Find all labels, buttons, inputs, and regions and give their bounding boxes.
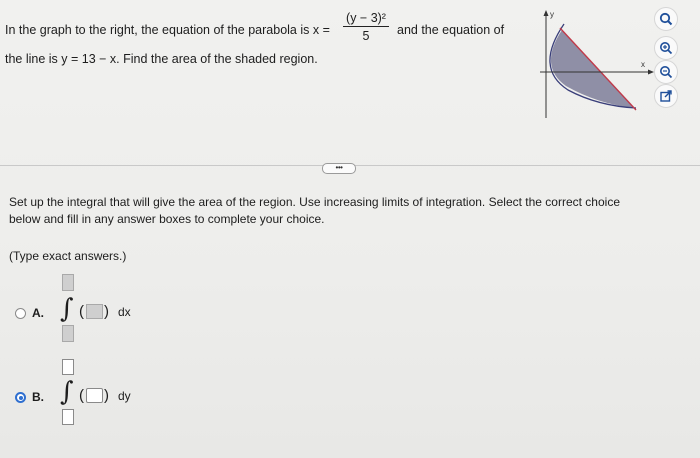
instruction-line2: below and fill in any answer boxes to complete your choice.	[9, 212, 325, 226]
y-axis-label: y	[550, 10, 554, 19]
shaded-region	[551, 30, 634, 108]
option-a-differential: dx	[118, 305, 131, 319]
integral-sign-icon: ∫	[60, 294, 74, 324]
option-a-label[interactable]: A.	[32, 306, 44, 320]
close-paren: )	[104, 387, 109, 404]
option-a-upper-limit[interactable]	[62, 274, 74, 291]
option-b-integrand[interactable]	[86, 388, 103, 403]
option-a-lower-limit[interactable]	[62, 325, 74, 342]
question-text-line1-end: and the equation of	[397, 23, 505, 37]
zoom-out-button[interactable]	[654, 60, 678, 84]
zoom-in-button[interactable]	[654, 36, 678, 60]
zoom-out-icon	[659, 65, 673, 79]
close-paren: )	[104, 303, 109, 320]
integral-sign-icon: ∫	[60, 377, 74, 407]
option-b-radio[interactable]	[15, 392, 26, 403]
zoom-in-icon	[659, 41, 673, 55]
x-axis-label: x	[641, 60, 645, 69]
fraction-denominator: 5	[362, 29, 370, 43]
search-icon	[659, 12, 673, 26]
graph-thumbnail[interactable]	[538, 6, 658, 122]
top-zoom-button[interactable]	[654, 7, 678, 31]
option-b-lower-limit[interactable]	[62, 409, 74, 425]
option-b-upper-limit[interactable]	[62, 359, 74, 375]
external-link-icon	[659, 89, 673, 103]
fraction-numerator: (y − 3)²	[346, 11, 386, 25]
open-paren: (	[79, 387, 84, 404]
open-paren: (	[79, 303, 84, 320]
option-b-differential: dy	[118, 389, 131, 403]
y-axis-arrow	[544, 10, 549, 16]
type-exact-note: (Type exact answers.)	[9, 249, 127, 263]
parabola-fraction	[343, 11, 389, 43]
question-text-line2: the line is y = 13 − x. Find the area of the shaded region.	[5, 52, 318, 66]
question-text-line1: In the graph to the right, the equation of the parabola is x =	[5, 23, 330, 37]
instruction-line1: Set up the integral that will give the area of the region. Use increasing limits of integration. Select the correct choice	[9, 195, 620, 209]
popout-button[interactable]	[654, 84, 678, 108]
more-button[interactable]: •••	[322, 163, 356, 174]
option-a-integrand[interactable]	[86, 304, 103, 319]
option-b-label[interactable]: B.	[32, 390, 44, 404]
option-a-radio[interactable]	[15, 308, 26, 319]
